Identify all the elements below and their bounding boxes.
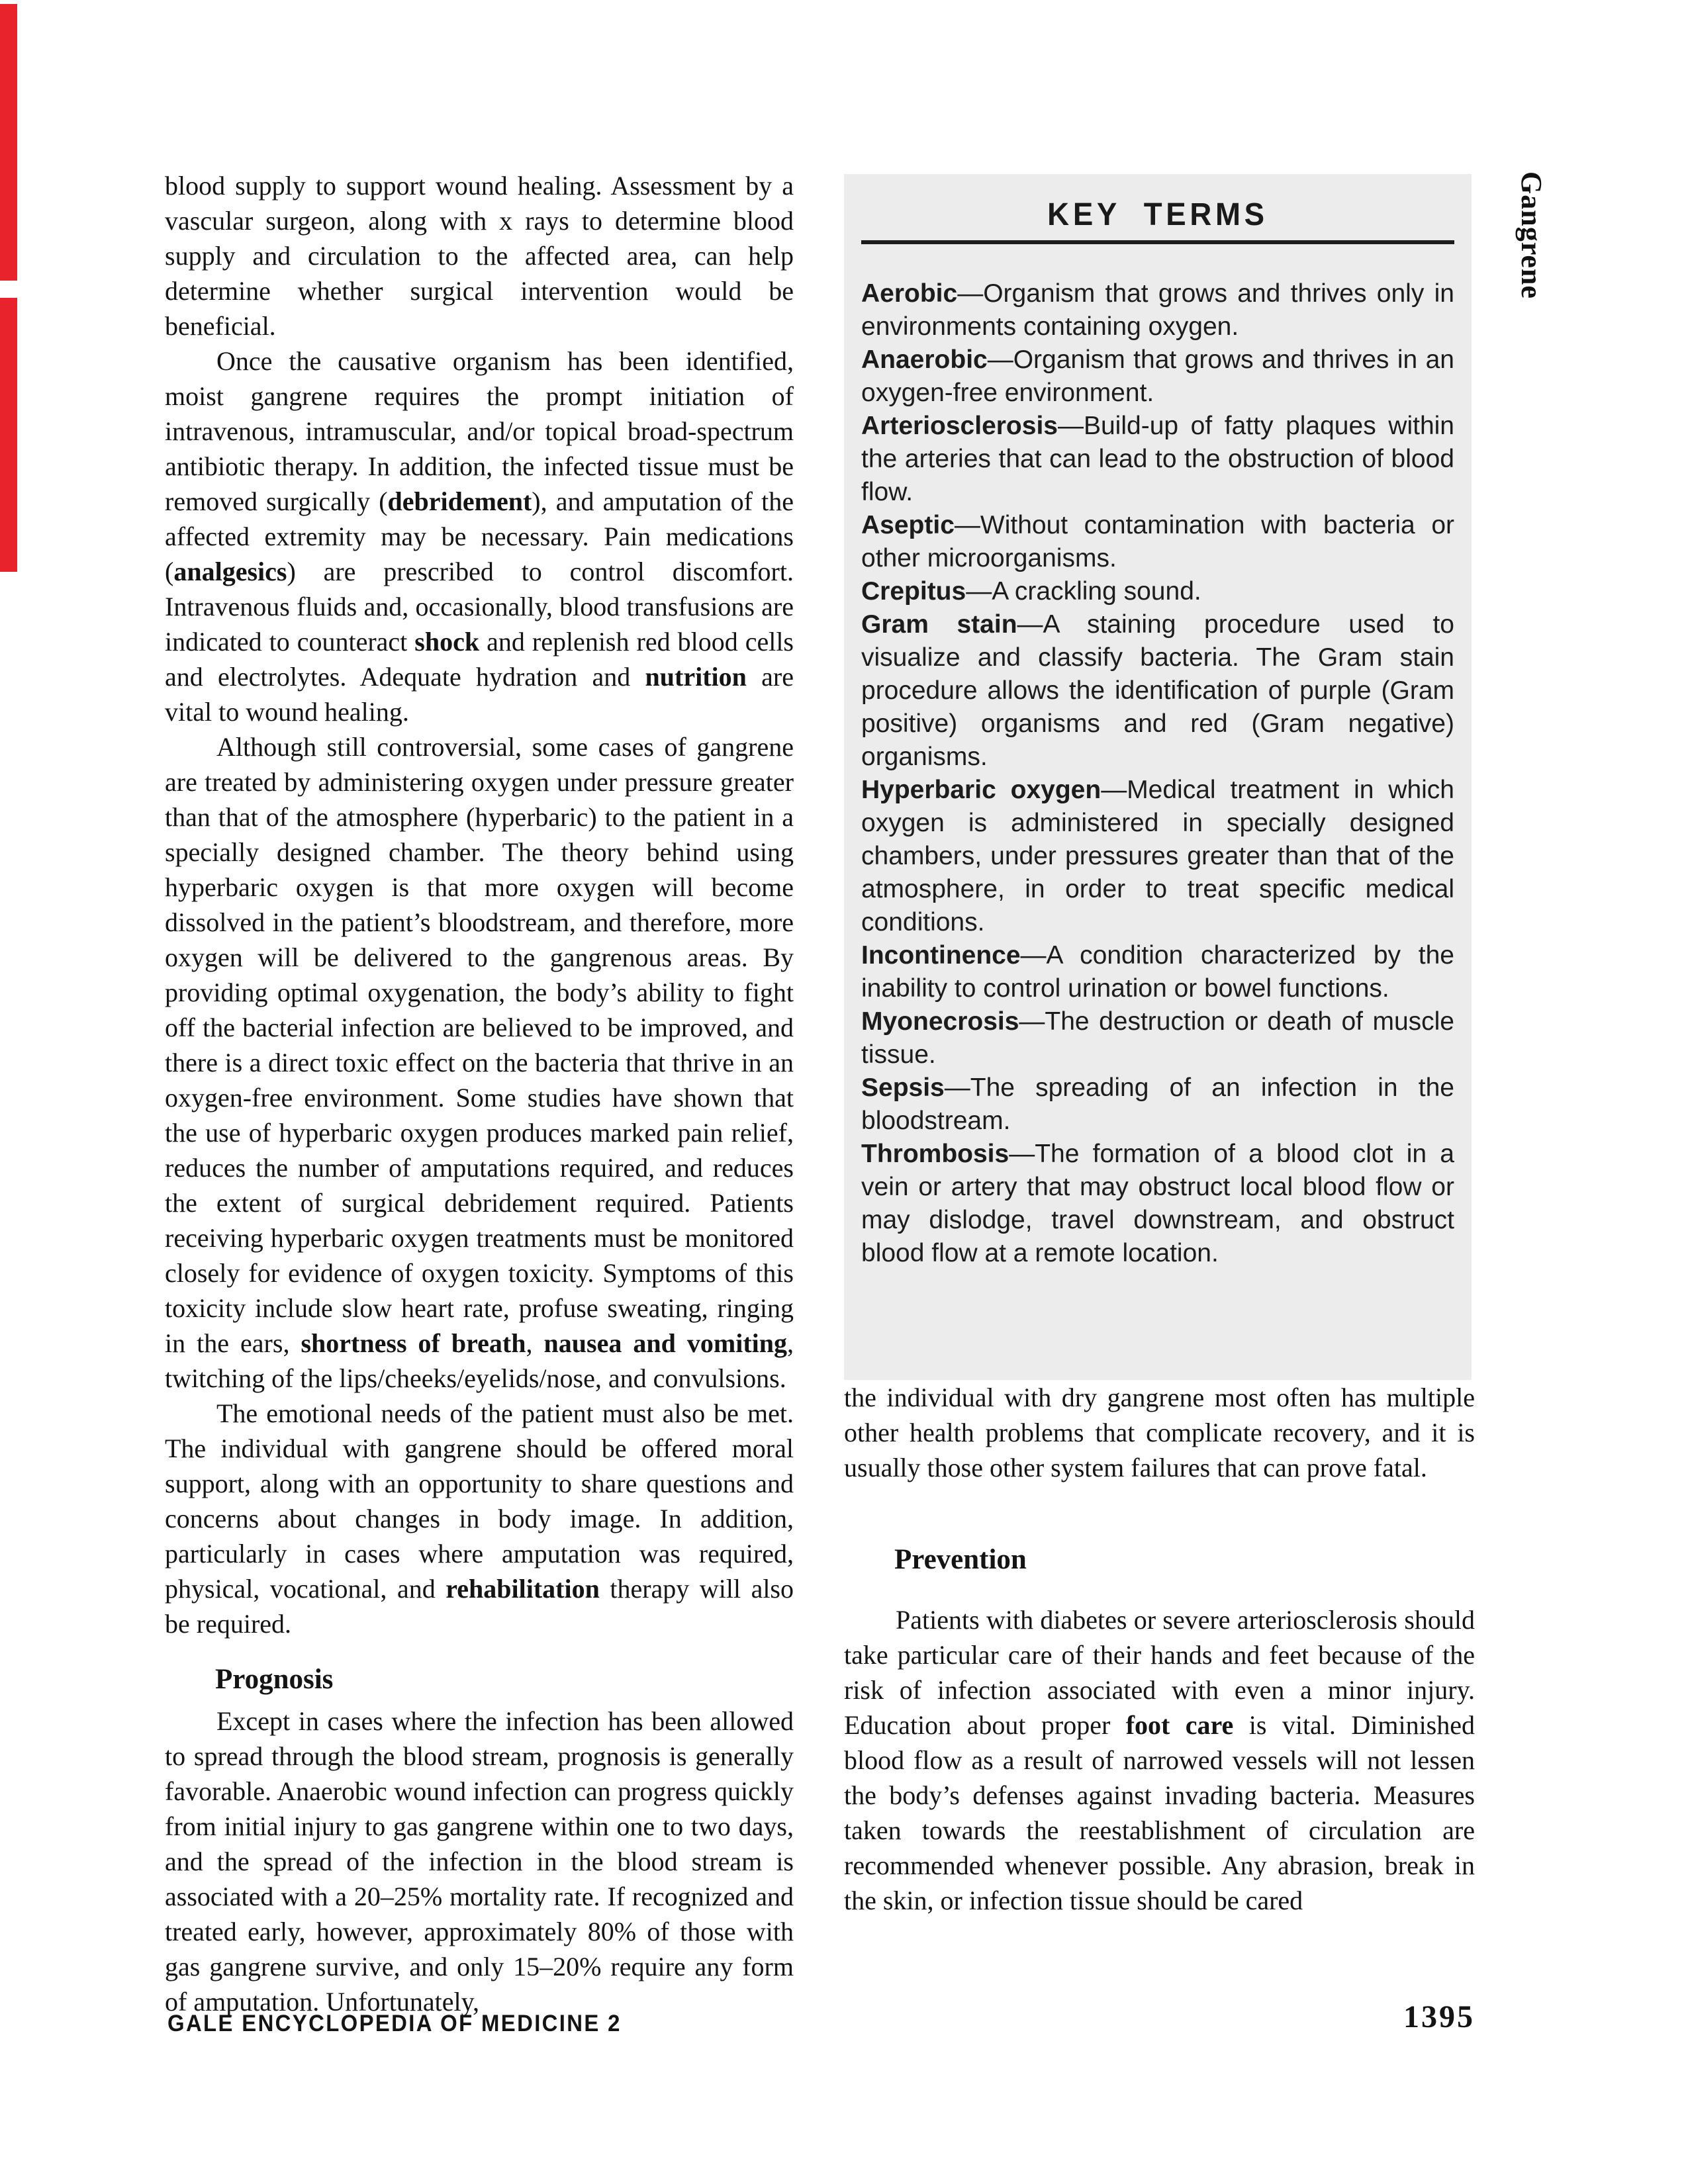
key-term-entry: Gram stain—A staining procedure used to visualize and classify bacteria. The Gram stain procedure allows the identification of purple (Gram positive) organisms and red (Gram negative) organisms. [861,610,1454,771]
key-term-entry: Crepitus—A crackling sound. [861,577,1201,606]
body-paragraph: Although still controversial, some cases of gangrene are treated by administering oxygen under pressure greater than that of the atmosphere (hyperbaric) to the patient in a specially designed chamber. The theory behind using hyperbaric oxygen is that more oxygen will become dissolved in the patient’s bloodstream, and therefore, more oxygen will be delivered to the gangrenous areas. By providing optimal oxygenation, the body’s ability to fight off the bacterial infection are believed to be improved, and there is a direct toxic effect on the bacteria that thrive in an oxygen-free environment. Some studies have shown that the use of hyperbaric oxygen produces marked pain relief, reduces the number of amputations required, and reduces the extent of surgical debridement required. Patients receiving hyperbaric oxygen treatments must be monitored closely for evidence of oxygen toxicity. Symptoms of this toxicity include slow heart rate, profuse sweating, ringing in the ears, shortness of breath, nausea and vomiting, twitching of the lips/cheeks/eyelids/nose, and convulsions. [165,732,794,1393]
key-term-entry: Sepsis—The spreading of an infection in the bloodstream. [861,1073,1454,1135]
key-term-entry: Anaerobic—Organism that grows and thrives in an oxygen-free environment. [861,345,1454,407]
right-column [844,174,1475,1918]
key-term-entry: Thrombosis—The formation of a blood clot in a vein or artery that may obstruct local blood flow or may dislodge, travel downstream, and obstruct blood flow at a remote location. [861,1140,1454,1267]
body-paragraph: Patients with diabetes or severe arteriosclerosis should take particular care of their hands and feet because of the risk of infection associated with even a minor injury. Education about proper foot care is vital. Diminished blood flow as a result of narrowed vessels will not lessen the body’s defenses against invading bacteria. Measures taken towards the reestablishment of circulation are recommended whenever possible. Any abrasion, break in the skin, or infection tissue should be cared [844,1605,1476,1915]
key-term-entry: Incontinence—A condition characterized by the inability to control urination or bowel functions. [861,941,1454,1003]
running-head-gangrene: Gangrene [1515,171,1548,299]
key-terms-box [844,174,1472,1380]
prevention-heading: Prevention [894,1544,1027,1575]
body-paragraph: blood supply to support wound healing. Assessment by a vascular surgeon, along with x rays to determine blood supply and circulation to the affected area, can help determine whether surgical intervention would be beneficial. [165,171,794,341]
key-terms-rule [861,240,1454,244]
key-term-entry: Aseptic—Without contamination with bacteria or other microorganisms. [861,511,1454,572]
footer-book-title: GALE ENCYCLOPEDIA OF MEDICINE 2 [167,2011,622,2036]
key-term-entry: Hyperbaric oxygen—Medical treatment in which oxygen is administered in specially designed chambers, under pressures greater than that of the atmosphere, in order to treat specific medical conditions. [861,776,1455,936]
key-term-entry: Myonecrosis—The destruction or death of muscle tissue. [861,1007,1454,1069]
key-term-entry: Aerobic—Organism that grows and thrives only in environments containing oxygen. [861,279,1454,341]
prognosis-heading: Prognosis [215,1664,334,1695]
body-paragraph: Except in cases where the infection has been allowed to spread through the blood stream, prognosis is generally favorable. Anaerobic wound infection can progress quickly from initial injury to gas gangrene within one to two days, and the spread of the infection in the blood stream is associated with a 20–25% mortality rate. If recognized and treated early, however, approximately 80% of those with gas gangrene survive, and only 15–20% require any form of amputation. Unfortunately, [165,1706,794,2017]
edge-tab-bar-top [0,4,17,281]
body-paragraph: the individual with dry gangrene most often has multiple other health problems that complicate recovery, and it is usually those other system failures that can prove fatal. [844,1383,1475,1482]
body-paragraph: The emotional needs of the patient must also be met. The individual with gangrene should be offered moral support, along with an opportunity to share questions and concerns about changes in body image. In addition, particularly in cases where amputation was required, physical, vocational, and rehabilitation therapy will also be required. [165,1398,794,1639]
edge-tab-bar-bottom [0,298,17,572]
footer-page-number: 1395 [1403,1999,1475,2034]
key-term-entry: Arteriosclerosis—Build-up of fatty plaques within the arteries that can lead to the obstruction of blood flow. [861,412,1454,506]
body-paragraph: Once the causative organism has been identified, moist gangrene requires the prompt initiation of intravenous, intramuscular, and/or topical broad-spectrum antibiotic therapy. In addition, the infected tissue must be removed surgically (debridement), and amputation of the affected extremity may be necessary. Pain medications (analgesics) are prescribed to control discomfort. Intravenous fluids and, occasionally, blood transfusions are indicated to counteract shock and replenish red blood cells and electrolytes. Adequate hydration and nutrition are vital to wound healing. [165,346,794,727]
key-terms-title: KEY TERMS [1047,197,1268,232]
left-column [165,168,794,2019]
